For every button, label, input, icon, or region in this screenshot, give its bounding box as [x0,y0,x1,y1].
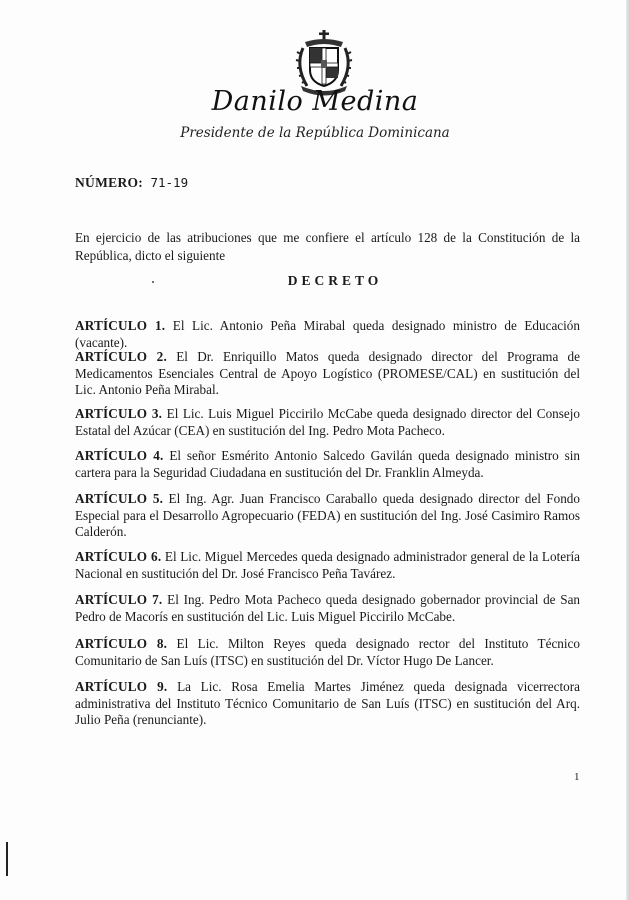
article-text: El señor Esmérito Antonio Salcedo Gavilán queda designado ministro sin cartera para la Seguridad Ciudadana en sustitución del Dr. Franklin Almeyda. [75,448,580,480]
article-text: El Ing. Agr. Juan Francisco Caraballo queda designado director del Fondo Especial para el Desarrollo Agropecuario (FEDA) en sustitución del Ing. José Casimiro Ramos Calderón. [75,491,580,539]
preamble-paragraph: En ejercicio de las atribuciones que me confiere el artículo 128 de la Constitución de la República, dicto el siguiente [75,230,580,263]
article-text: El Lic. Antonio Peña Mirabal queda designado ministro de Educación (vacante). [75,318,580,350]
article-2 [75,349,580,399]
decree-number-row [75,175,188,191]
article-text: El Dr. Enriquillo Matos queda designado director del Programa de Medicamentos Esenciales Central de Apoyo Logístico (PROMESE/CAL) en sustitución del Lic. Antonio Peña Mirabal. [75,349,581,397]
article-8 [75,636,580,669]
article-label: ARTÍCULO 7. [75,592,163,607]
article-label: ARTÍCULO 9. [75,679,168,694]
article-label: ARTÍCULO 4. [75,448,164,463]
article-text: El Ing. Pedro Mota Pacheco queda designado gobernador provincial de San Pedro de Macorís en sustitución del Lic. Luis Miguel Piccirilo McCabe. [75,592,581,624]
page-edge-shadow [626,0,630,900]
article-4 [75,448,580,481]
article-label: ARTÍCULO 3. [75,406,163,421]
article-text: La Lic. Rosa Emelia Martes Jiménez queda designada vicerrectora administrativa del Instituto Técnico Comunitario de San Luís (ITSC) en sustitución del Arq. Julio Peña (renunciante). [75,679,581,727]
page-number: 1 [574,771,580,783]
article-1 [75,318,580,351]
decree-heading: DECRETO [287,273,383,288]
article-text: El Lic. Luis Miguel Piccirilo McCabe queda designado director del Consejo Estatal del Azúcar (CEA) en sustitución del Ing. Pedro Mota Pacheco. [75,406,581,438]
article-text: El Lic. Miguel Mercedes queda designado administrador general de la Lotería Nacional en sustitución del Dr. José Francisco Peña Tavárez. [75,549,580,581]
article-label: ARTÍCULO 6. [75,549,162,564]
article-9 [75,679,580,729]
article-3 [75,406,580,439]
article-text: El Lic. Milton Reyes queda designado rector del Instituto Técnico Comunitario de San Luís (ITSC) en sustitución del Dr. Víctor Hugo De Lancer. [75,636,581,668]
decree-number-label: NÚMERO: [75,175,144,190]
article-label: ARTÍCULO 1. [75,318,166,333]
article-5 [75,491,580,541]
article-6 [75,549,580,582]
article-label: ARTÍCULO 8. [75,636,168,651]
decree-number-value: 71-19 [150,175,189,190]
letterhead-name: Danilo Medina [211,86,419,117]
article-label: ARTÍCULO 2. [75,349,167,364]
article-7 [75,592,580,625]
article-label: ARTÍCULO 5. [75,491,164,506]
letterhead-title: Presidente de la República Dominicana [180,125,450,141]
scan-edge-mark [6,842,8,876]
